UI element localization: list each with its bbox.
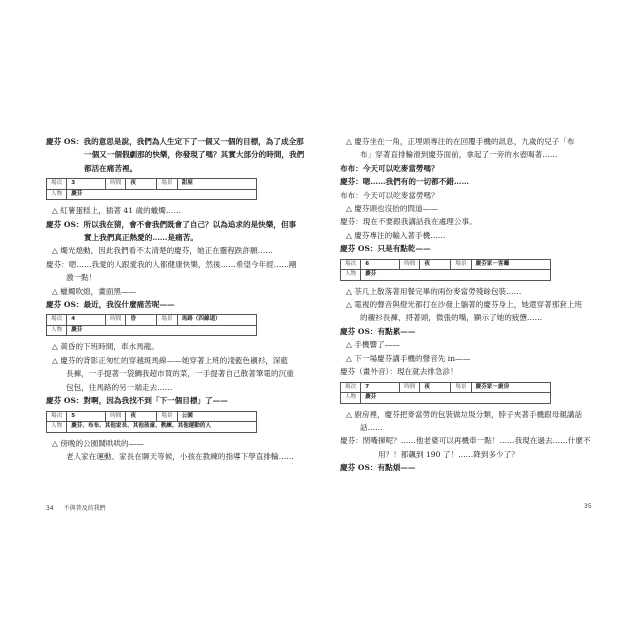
time-label: 時間: [106, 179, 126, 190]
dialogue-line: 布布：今天可以吃麥當勞嗎？: [340, 190, 439, 200]
action-line: △ 傍晚的公園鬧哄哄的——: [52, 438, 144, 448]
place-label: 場景: [157, 315, 177, 326]
scene-number: 7: [361, 382, 400, 393]
scene-heading-table: [340, 259, 551, 281]
scene-number: 5: [67, 411, 106, 422]
dialogue-line: 一個又一個假劇那的快樂，你發現了嗎？其實大部分的時間，我們: [84, 150, 305, 160]
page-number: 34: [46, 505, 54, 512]
scene-label: 場次: [341, 382, 361, 393]
people-label: 人物: [341, 270, 361, 281]
place-label: 場景: [157, 411, 177, 422]
scene-number: 4: [67, 315, 106, 326]
action-line: △ 紅薯蛋糕上，插著 41 歲的蠟燭……: [52, 206, 182, 216]
dialogue-line: 慶芬：嗯……我們有的一切都不錯……: [340, 177, 470, 187]
time-label: 時間: [106, 411, 126, 422]
action-line: △ 燭光熄動，因此我們看不太清楚的慶芬，她正在靈程跌許願……: [52, 246, 273, 256]
scene-heading-table: [46, 314, 257, 336]
time-label: 時間: [400, 382, 420, 393]
action-line: △ 廚房裡，慶芬把麥當勞的包裝做垃圾分類，脖子夾著手機跟母親講話: [346, 409, 583, 419]
scene-number: 3: [67, 179, 106, 190]
scene-number: 6: [361, 259, 400, 270]
action-line: 老人家在運動、家長在聊天等候，小孩在教練的指導下學直排輪……: [66, 451, 294, 461]
scene-place: 馬路（四線道）: [177, 315, 256, 326]
scene-people: 慶芬、布布、其他家長、其他孩童、教練、其他運動的人: [67, 422, 256, 433]
action-line: △ 手機響了——: [346, 340, 400, 350]
action-line: 長褲，一手提著一袋鯛我超市買的菜，一手提著自己散著筆電的沉重: [66, 369, 294, 379]
scene-people: 慶芬: [67, 325, 256, 336]
left-page: [46, 135, 308, 463]
action-line: △ 黃昏的下班時間，車水馬龍。: [52, 342, 159, 352]
dialogue-line: 慶芬 OS：有點煩——: [340, 463, 416, 473]
action-line: 包包，往馬路的另一端走去……: [66, 382, 173, 392]
action-line: △ 下一場慶芬講手機的聲音先 in——: [346, 353, 471, 363]
scene-heading-table: [46, 178, 257, 200]
people-label: 人物: [47, 189, 67, 200]
action-line: △ 慶芬專注的輸入著手機……: [346, 230, 446, 240]
action-line: △ 茶几上散落著用餐完畢的兩份麥當勞殘餘包裝……: [346, 286, 522, 296]
people-label: 人物: [47, 422, 67, 433]
scene-place: 甜屋: [177, 179, 256, 190]
dialogue-line: 慶芬：嗯……我愛的人跟愛我的人都健康快樂，然後……希望今年經……剛: [46, 259, 297, 269]
scene-time: 昏: [126, 315, 157, 326]
scene-place: 慶芬家－廚房: [471, 382, 550, 393]
dialogue-line: 慶芬：閉嘴揮呢？……他老婆可以再機車一點！……我現在過去……什麼不: [340, 436, 591, 446]
scene-time: 夜: [126, 411, 157, 422]
dialogue-line: 實上我們真正熱愛的……是痛苦。: [84, 233, 198, 243]
dialogue-line: 布布：今天可以吃麥當勞嗎？: [340, 163, 439, 173]
scene-label: 場次: [47, 315, 67, 326]
right-page: [340, 135, 602, 475]
scene-label: 場次: [341, 259, 361, 270]
scene-time: 夜: [420, 382, 451, 393]
left-folio: [46, 503, 106, 512]
people-label: 人物: [47, 325, 67, 336]
scene-label: 場次: [47, 411, 67, 422]
dialogue-line: 慶芬 OS：最近，我沒什麼痛苦呢——: [46, 300, 175, 310]
scene-heading-table: [46, 411, 257, 433]
scene-time: 夜: [420, 259, 451, 270]
dialogue-line: 用？！都飆到 190 了！……降到多少了？: [378, 449, 519, 459]
place-label: 場景: [451, 382, 471, 393]
action-line: 布」穿著直排輪滑到慶芬面前，拿起了一旁的水壺喝著……: [360, 150, 558, 160]
action-line: 話……: [360, 422, 383, 432]
place-label: 場景: [451, 259, 471, 270]
action-line: △ 慶芬的背影正匆忙的穿越斑馬線——她穿著上班的淺藍色襯衫，深藍: [52, 355, 289, 365]
scene-label: 場次: [47, 179, 67, 190]
place-label: 場景: [157, 179, 177, 190]
dialogue-line: 慶芬：現在不要跟我講話我在處理公事。: [340, 217, 477, 227]
scene-people: 慶芬: [361, 270, 550, 281]
action-line: △ 慶芬頭也沒抬的問道——: [346, 204, 438, 214]
time-label: 時間: [106, 315, 126, 326]
book-title: 不與普及的我們: [63, 505, 106, 512]
dialogue-line: 慶芬 OS：對啊，因為我找不到「下一個目標」了——: [46, 396, 228, 406]
scene-time: 夜: [126, 179, 157, 190]
scene-place: 公園: [177, 411, 256, 422]
scene-people: 慶芬: [361, 393, 550, 404]
dialogue-line: 慶芬 OS：我的意思是說，我們為人生定下了一個又一個的目標，為了成全那: [46, 137, 304, 146]
scene-place: 慶芬家－客廳: [471, 259, 550, 270]
dialogue-line: 慶芬（畫外音）：現在就去排急診！: [340, 367, 458, 377]
right-folio: [584, 503, 592, 510]
page-number: 35: [584, 503, 592, 510]
time-label: 時間: [400, 259, 420, 270]
dialogue-line: 慶芬 OS：只是有點乾——: [340, 244, 431, 254]
dialogue-line: 慶芬 OS：所以我在猜，會不會我們既會了自己？以為追求的是快樂，但事: [46, 219, 297, 229]
action-line: 的襯衫長褲，捋著頭，微張的嘴，顯示了她的疲憊……: [360, 313, 543, 323]
dialogue-line: 慶芬 OS：有點累——: [340, 326, 416, 336]
scene-heading-table: [340, 382, 551, 404]
dialogue-line: 都活在痛苦裡。: [84, 163, 138, 173]
people-label: 人物: [341, 393, 361, 404]
action-line: △ 蠟燭吹熄，畫面黑——: [52, 286, 137, 296]
action-line: △ 慶芬坐在一角，正埋頭專注的在回覆手機的訊息，九歲的兒子「布: [346, 137, 575, 146]
action-line: △ 電視的聲音與燈光都打在沙發上躺著的慶芬身上，她還穿著那套上班: [346, 300, 583, 310]
dialogue-line: 激一點！: [66, 273, 97, 283]
scene-people: 慶芬: [67, 189, 256, 200]
